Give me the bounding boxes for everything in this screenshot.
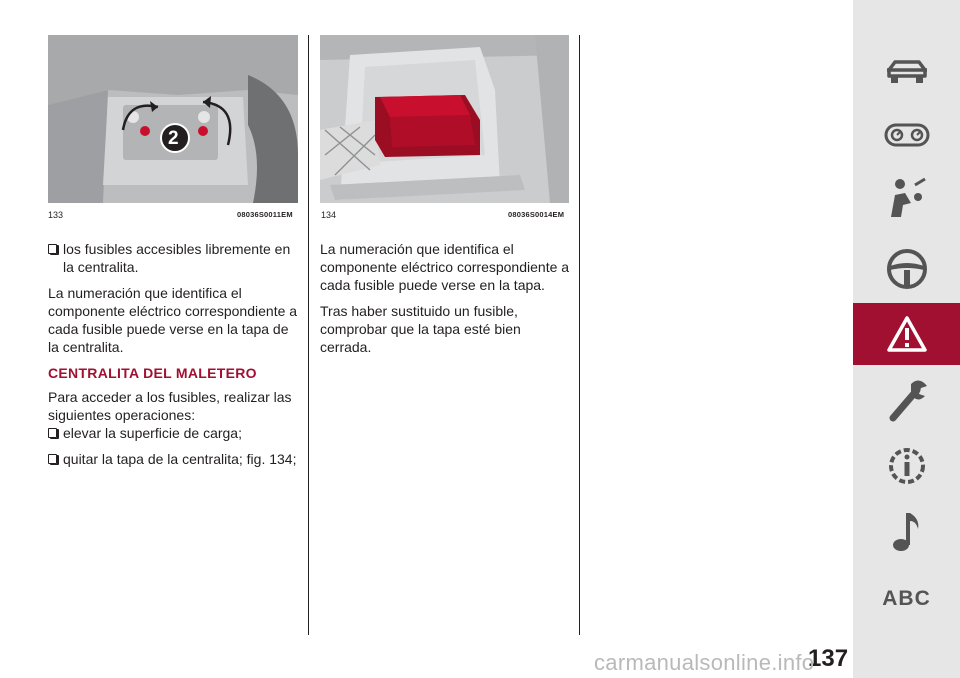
nav-index-label: ABC [882, 587, 931, 610]
nav-multimedia[interactable] [853, 500, 960, 562]
figure-134-image [320, 35, 569, 203]
bullet-text: elevar la superficie de carga; [63, 425, 242, 441]
nav-driving[interactable] [853, 238, 960, 300]
paragraph: Tras haber sustituido un fusible, comprobar que la tapa esté bien cerrada. [320, 303, 521, 355]
column-divider [579, 35, 580, 635]
section-heading: CENTRALITA DEL MALETERO [48, 365, 257, 381]
page-number: 137 [808, 645, 849, 672]
checkbox-bullet-icon [48, 454, 57, 464]
warning-triangle-icon [886, 315, 928, 353]
figure-133-code: 08036S0011EM [237, 210, 293, 219]
nav-dashboard[interactable] [853, 104, 960, 166]
checkbox-bullet-icon [48, 428, 57, 438]
figure-callout-number: 2 [168, 128, 179, 149]
seat-airbag-icon [885, 177, 929, 221]
wrench-icon [885, 378, 929, 424]
checkbox-bullet-icon [48, 244, 57, 254]
car-icon [885, 56, 929, 86]
bullet-item [48, 240, 298, 276]
nav-index[interactable] [853, 568, 960, 630]
figure-133-image [48, 35, 298, 203]
chapter-sidebar [853, 0, 960, 678]
paragraph: La numeración que identifica el componente eléctrico correspondiente a cada fusible puede verse en la tapa. [320, 241, 570, 293]
bullet-item [48, 424, 298, 442]
dashboard-gauges-icon [884, 122, 930, 148]
figure-134-code: 08036S0014EM [508, 210, 565, 219]
right-text-column [320, 240, 570, 364]
bullet-text: los fusibles accesibles libremente en la centralita. [63, 241, 291, 275]
nav-emergency[interactable] [853, 303, 960, 365]
music-note-icon [890, 509, 924, 553]
watermark: carmanualsonline.info [594, 650, 815, 675]
info-gear-icon [885, 444, 929, 488]
left-text-column [48, 240, 298, 476]
bullet-item [48, 450, 298, 468]
figure-134-number: 134 [321, 210, 337, 220]
steering-wheel-icon [886, 248, 928, 290]
nav-safety[interactable] [853, 168, 960, 230]
nav-technical-data[interactable] [853, 435, 960, 497]
column-divider [308, 35, 309, 635]
paragraph: Para acceder a los fusibles, realizar las siguientes operaciones: [48, 389, 292, 423]
bullet-text: quitar la tapa de la centralita; fig. 134; [63, 451, 297, 467]
figure-133-number: 133 [48, 210, 64, 220]
nav-maintenance[interactable] [853, 370, 960, 432]
nav-car[interactable] [853, 40, 960, 102]
paragraph: La numeración que identifica el componente eléctrico correspondiente a cada fusible puede verse en la tapa de la centralita. [48, 285, 298, 355]
